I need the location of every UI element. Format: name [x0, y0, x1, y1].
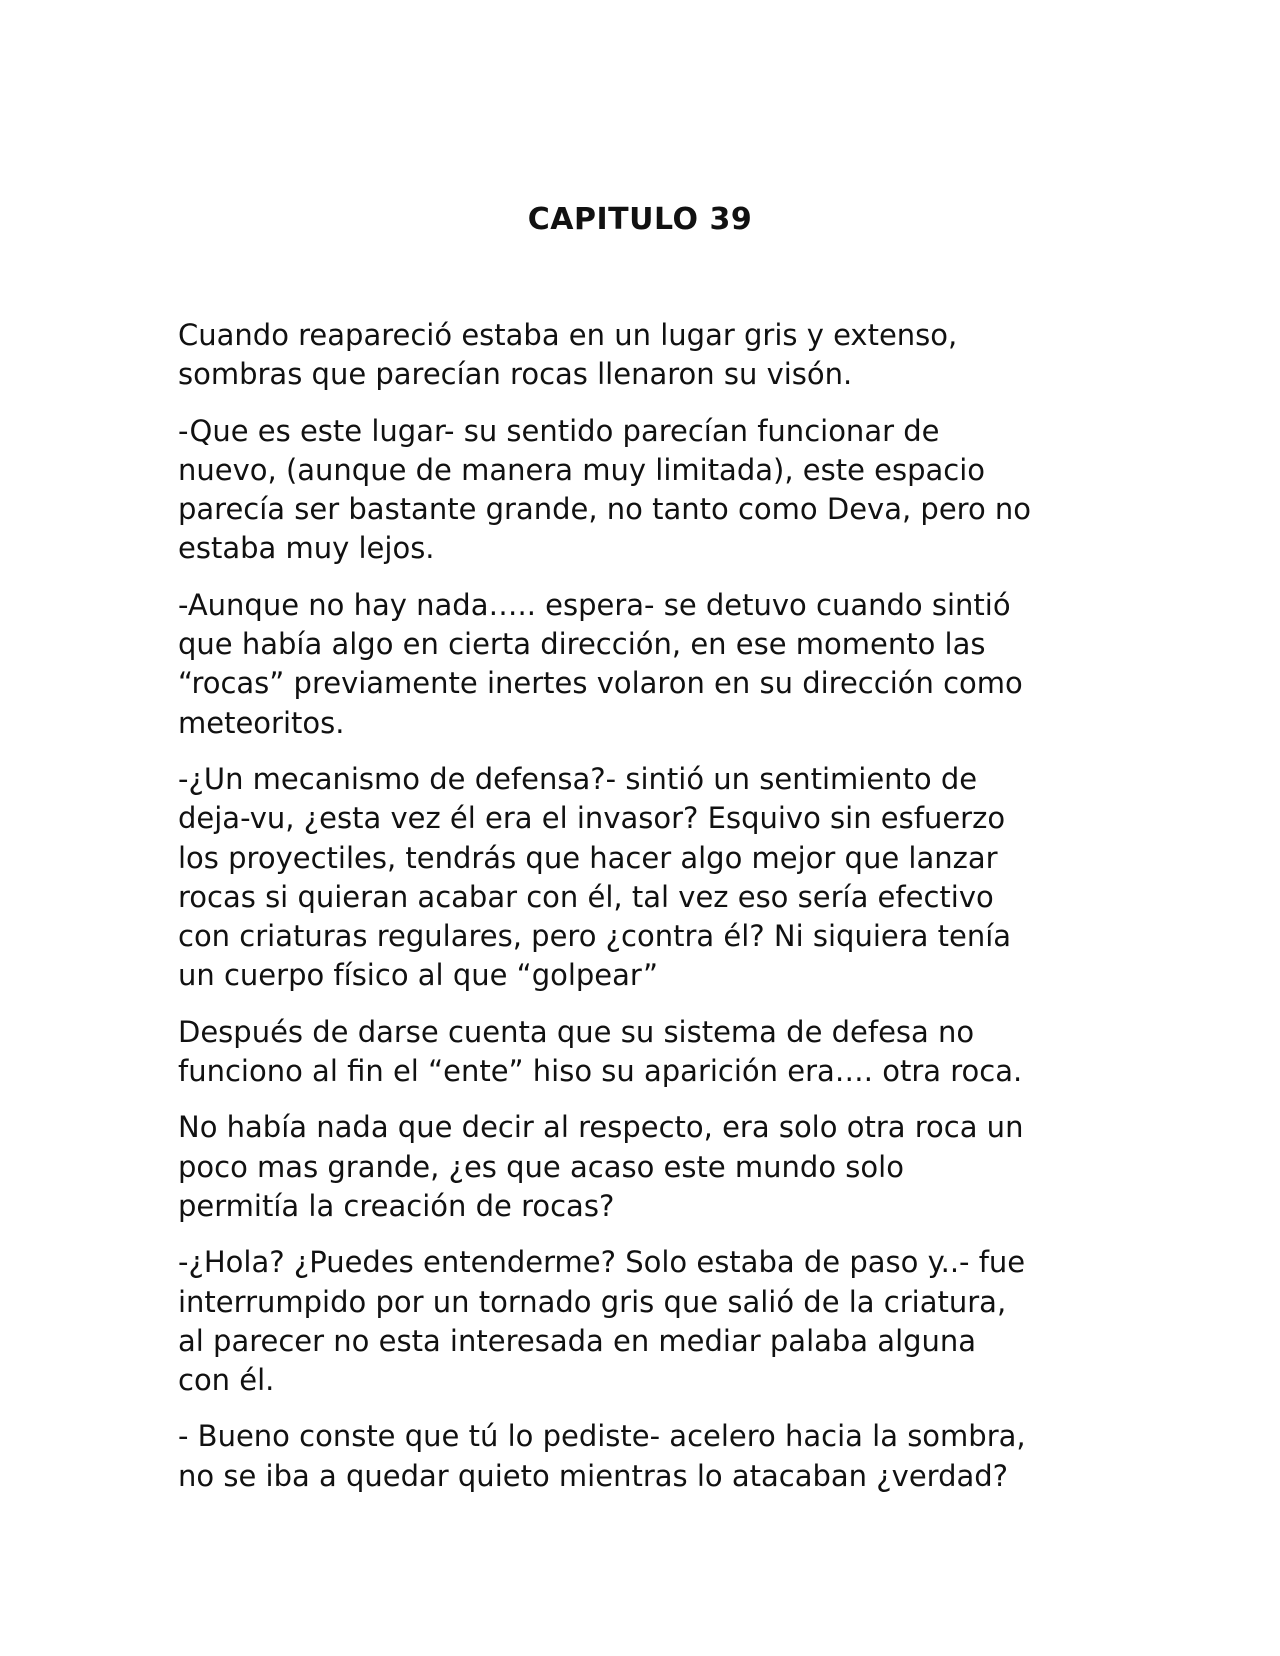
paragraph: Cuando reapareció estaba en un lugar gris y extenso, sombras que parecían rocas llenaron su visón. [178, 318, 958, 392]
paragraph: -¿Hola? ¿Puedes entenderme? Solo estaba de paso y..- fue interrumpido por un tornado gris que salió de la criatura, al parecer no esta interesada en mediar palaba alguna con él. [178, 1245, 1026, 1398]
paragraph: -¿Un mecanismo de defensa?- sintió un sentimiento de deja-vu, ¿esta vez él era el invasor? Esquivo sin esfuerzo los proyectiles, tendrás que hacer algo mejor que lanzar rocas si quieran acabar con él, tal vez eso sería efectivo con criaturas regulares, pero ¿contra él? Ni siquiera tenía un cuerpo físico al que “golpear” [178, 761, 1012, 993]
paragraph: -Que es este lugar- su sentido parecían funcionar de nuevo, (aunque de manera muy limitada), este espacio parecía ser bastante grande, no tanto como Deva, pero no estaba muy lejos. [178, 413, 1032, 566]
chapter-body [178, 316, 1118, 1513]
chapter-title: CAPITULO 39 [527, 202, 753, 237]
paragraph: -Aunque no hay nada….. espera- se detuvo cuando sintió que había algo en cierta dirección, en ese momento las “rocas” previamente inertes volaron en su dirección como meteoritos. [178, 587, 1023, 740]
paragraph: - Bueno conste que tú lo pediste- acelero hacia la sombra, no se iba a quedar quieto mientras lo atacaban ¿verdad? [178, 1419, 1026, 1493]
paragraph: Después de darse cuenta que su sistema de defesa no funciono al fin el “ente” hiso su aparición era…. otra roca. [178, 1014, 1023, 1089]
paragraph: No había nada que decir al respecto, era solo otra roca un poco mas grande, ¿es que acaso este mundo solo permitía la creación de rocas? [178, 1110, 1024, 1223]
